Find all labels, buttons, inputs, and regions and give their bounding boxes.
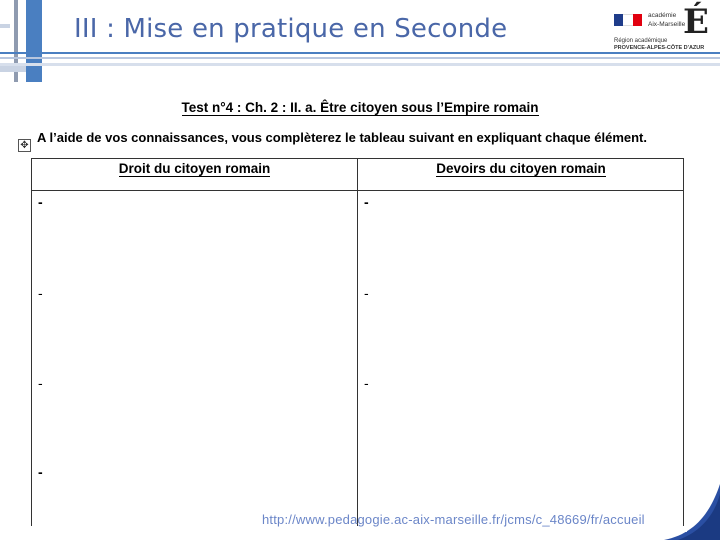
table-cell-rights-3[interactable]: - bbox=[38, 375, 43, 391]
accent-bar-vertical bbox=[26, 0, 42, 82]
table-header-rights: Droit du citoyen romain bbox=[118, 161, 271, 176]
table-cell-duties-2[interactable]: - bbox=[364, 285, 369, 301]
table-cell-duties-3[interactable]: - bbox=[364, 375, 369, 391]
header-rule-mid bbox=[0, 57, 720, 59]
decor-bar-vertical-light bbox=[0, 24, 10, 28]
answer-table bbox=[31, 158, 684, 526]
table-cell-rights-2[interactable]: - bbox=[38, 285, 43, 301]
instruction-text: A l’aide de vos connaissances, vous complèterez le tableau suivant en expliquant chaque élément. bbox=[37, 130, 647, 145]
table-cell-duties-1[interactable]: - bbox=[364, 194, 369, 210]
document-title bbox=[0, 100, 720, 115]
document-title-text: Test n°4 : Ch. 2 : II. a. Être citoyen sous l’Empire romain bbox=[181, 100, 539, 115]
table-header-duties: Devoirs du citoyen romain bbox=[436, 161, 606, 176]
header-rule-bottom bbox=[0, 63, 720, 66]
logo-line-academie: académie bbox=[648, 12, 677, 19]
table-column-divider bbox=[357, 159, 358, 526]
academy-emblem-icon: É bbox=[683, 2, 709, 42]
logo-line-region: Région académique bbox=[614, 38, 668, 44]
slide-title: III : Mise en pratique en Seconde bbox=[74, 14, 508, 44]
corner-decoration-icon bbox=[664, 484, 720, 540]
table-header-divider bbox=[32, 190, 683, 191]
logo-line-academy-name: Aix-Marseille bbox=[648, 21, 686, 28]
marianne-flag-icon bbox=[614, 14, 642, 26]
logo-line-region-name: PROVENCE-ALPES-CÔTE D'AZUR bbox=[614, 45, 705, 51]
footer-url-link[interactable]: http://www.pedagogie.ac-aix-marseille.fr/jcms/c_48669/fr/accueil bbox=[262, 512, 645, 527]
table-cell-rights-4[interactable]: - bbox=[38, 464, 43, 480]
academy-logo bbox=[612, 4, 712, 56]
decor-bar-horizontal-light bbox=[0, 66, 26, 72]
table-cell-rights-1[interactable]: - bbox=[38, 194, 43, 210]
table-move-handle-icon[interactable]: ✥ bbox=[18, 139, 31, 152]
